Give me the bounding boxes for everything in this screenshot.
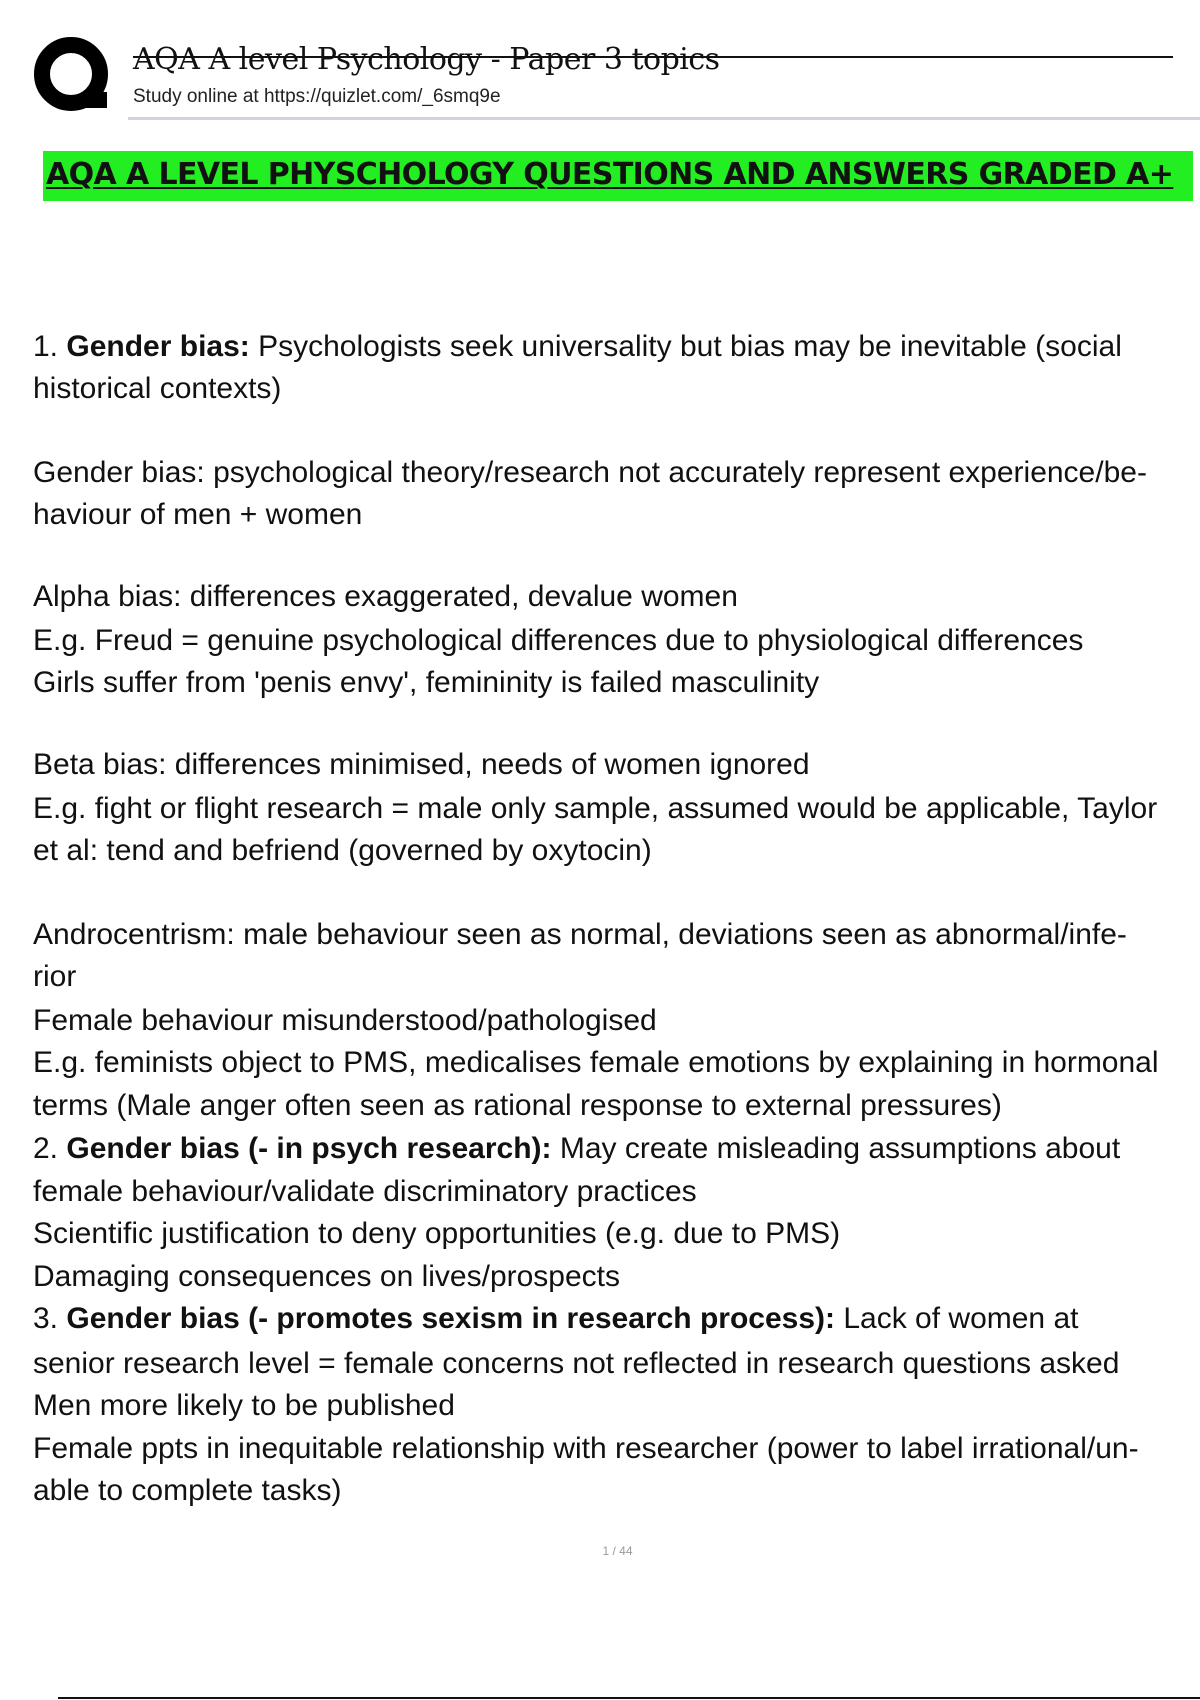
document-header — [33, 30, 1200, 120]
item-1-def-line: et al: tend and befriend (governed by oxytocin) — [33, 834, 652, 867]
item-3-def-line: senior research level = female concerns not reflected in research questions asked — [33, 1347, 1120, 1380]
item-1-def-line: Beta bias: differences minimised, needs of women ignored — [33, 748, 810, 781]
item-3-term: Gender bias (- promotes sexism in research process): — [66, 1302, 835, 1335]
item-1-def-line: E.g. fight or flight research = male only sample, assumed would be applicable, Taylor — [33, 792, 1158, 825]
item-1-first-line — [33, 326, 1122, 368]
page-number: 1 / 44 — [602, 1544, 633, 1558]
item-1-def-line: Girls suffer from 'penis envy', femininity is failed masculinity — [33, 666, 820, 699]
item-1-def-line: Gender bias: psychological theory/research not accurately represent experience/be- — [33, 456, 1147, 489]
item-1-def-line: E.g. Freud = genuine psychological differences due to physiological differences — [33, 624, 1084, 657]
highlight-banner — [43, 151, 1193, 201]
item-1-def-line: Androcentrism: male behaviour seen as normal, deviations seen as abnormal/infe- — [33, 918, 1127, 951]
item-1-def-line: Psychologists seek universality but bias may be inevitable (social — [258, 330, 1122, 363]
item-1-def-line: historical contexts) — [33, 372, 282, 405]
item-2-def-line: May create misleading assumptions about — [559, 1132, 1121, 1165]
footer-divider — [58, 1697, 1200, 1699]
item-2-def-line: female behaviour/validate discriminatory practices — [33, 1175, 697, 1208]
item-1-def-line: haviour of men + women — [33, 498, 363, 531]
item-1-def-line: E.g. feminists object to PMS, medicalises female emotions by explaining in hormonal — [33, 1046, 1159, 1079]
item-3-def-line: Men more likely to be published — [33, 1389, 455, 1422]
item-3-first-line — [33, 1298, 1078, 1340]
item-1-def-line: Alpha bias: differences exaggerated, devalue women — [33, 580, 738, 613]
document-title: AQA A level Psychology - Paper 3 topics — [133, 42, 720, 77]
item-1-def-line: Female behaviour misunderstood/pathologised — [33, 1004, 657, 1037]
item-3-def-line: Female ppts in inequitable relationship with researcher (power to label irrational/un- — [33, 1432, 1139, 1465]
item-1-def-line: terms (Male anger often seen as rational response to external pressures) — [33, 1089, 1002, 1122]
item-2-term: Gender bias (- in psych research): — [66, 1132, 552, 1165]
item-2-def-line: Damaging consequences on lives/prospects — [33, 1260, 621, 1293]
item-3-number: 3. — [33, 1302, 59, 1335]
item-2-def-line: Scientific justification to deny opportunities (e.g. due to PMS) — [33, 1217, 841, 1250]
study-online-link[interactable]: Study online at https://quizlet.com/_6smq9e — [133, 86, 501, 107]
header-divider — [128, 117, 1200, 120]
banner-heading: AQA A LEVEL PHYSCHOLOGY QUESTIONS AND ANSWERS GRADED A+ — [46, 157, 1174, 192]
item-1-number: 1. — [33, 330, 59, 363]
item-1-term: Gender bias: — [66, 330, 250, 363]
item-1-def-line: rior — [33, 960, 77, 993]
item-3-def-line: Lack of women at — [843, 1302, 1079, 1335]
item-2-number: 2. — [33, 1132, 59, 1165]
item-2-first-line — [33, 1128, 1120, 1170]
quizlet-logo-icon — [33, 36, 111, 114]
item-3-def-line: able to complete tasks) — [33, 1474, 342, 1507]
